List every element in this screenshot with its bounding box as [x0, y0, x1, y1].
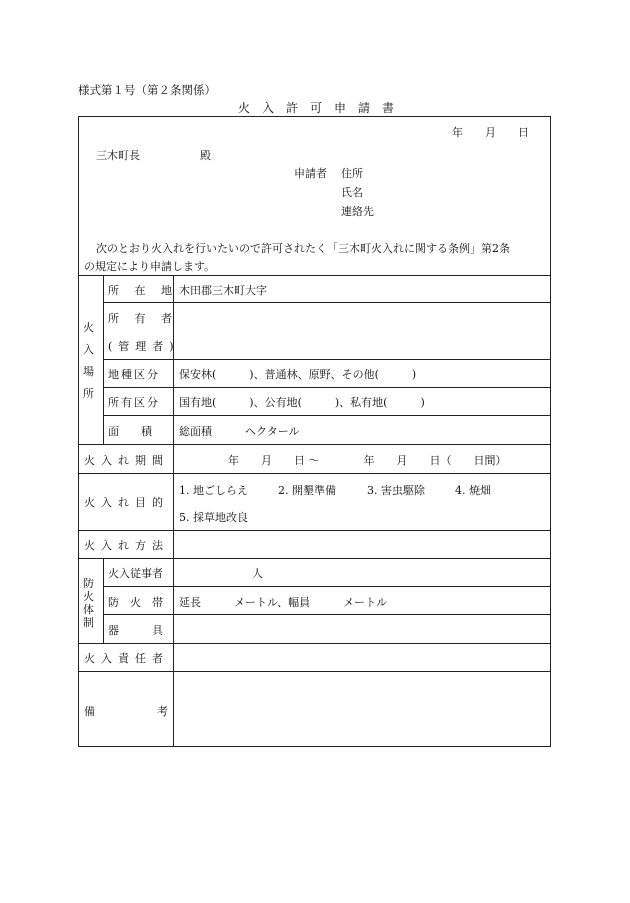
form-id: 様式第１号（第２条関係） [78, 83, 216, 97]
contact-label: 連絡先 [341, 205, 374, 218]
period-value: 年 月 日 〜 年 月 日（ 日間） [228, 454, 507, 467]
location-label: 所 在 地 [108, 284, 178, 297]
responsible-label: 火入責任者 [84, 652, 169, 665]
document-title: 火 入 許 可 申 請 書 [238, 101, 395, 115]
applicant-label: 申請者 [294, 167, 327, 180]
honorific: 殿 [200, 149, 211, 162]
place-group-char-2: 入 [83, 343, 94, 356]
rule-purpose-bottom [78, 530, 551, 531]
purpose-label: 火入れ目的 [84, 496, 169, 509]
place-group-char-3: 場 [83, 365, 94, 378]
body-line-2: の規定により申請します。 [84, 260, 216, 273]
rule-landtype-bottom [103, 387, 551, 388]
rule-place-bottom [78, 444, 551, 445]
rule-location-bottom [103, 302, 551, 303]
location-value: 木田郡三木町大字 [179, 284, 267, 297]
purpose-item-3: 3. 害虫駆除 [367, 484, 425, 497]
land-type-value: 保安林( )、普通林、原野、その他( ) [179, 368, 417, 381]
firebreak-value: 延長 メートル、幅員 メートル [179, 596, 388, 609]
owner-label: 所 有 者 [108, 312, 178, 325]
rule-ownership-bottom [103, 415, 551, 416]
area-value: 総面積 ヘクタール [179, 425, 300, 438]
remarks-label-left: 備 [84, 705, 95, 718]
method-label: 火入れ方法 [84, 539, 169, 552]
rule-workers-bottom [103, 586, 551, 587]
workers-unit: 人 [252, 567, 263, 580]
addressee: 三木町長 [96, 149, 140, 162]
purpose-item-1: 1. 地ごしらえ [179, 484, 248, 497]
name-label: 氏名 [341, 186, 363, 199]
rule-fire-prev-group [103, 558, 104, 643]
rule-responsible-bottom [78, 671, 551, 672]
rule-period-bottom [78, 473, 551, 474]
purpose-item-4: 4. 焼畑 [455, 484, 491, 497]
land-type-label: 地種区分 [108, 368, 160, 381]
ownership-value: 国有地( )、公有地( )、私有地( ) [179, 396, 425, 409]
firebreak-label: 防 火 帯 [108, 596, 163, 609]
fire-prev-char-1: 防 [83, 577, 94, 590]
place-group-char-4: 所 [83, 387, 94, 400]
rule-header-bottom [78, 275, 551, 276]
purpose-item-2: 2. 開墾準備 [278, 484, 336, 497]
fire-prev-char-4: 制 [83, 616, 94, 629]
equipment-label: 器 具 [108, 624, 163, 637]
rule-place-group [103, 275, 104, 444]
rule-method-bottom [78, 558, 551, 559]
place-group-char-1: 火 [83, 321, 94, 334]
date-line: 年 月 日 [452, 126, 529, 139]
rule-firebreak-bottom [103, 614, 551, 615]
period-label: 火入れ期間 [84, 454, 169, 467]
rule-fire-prev-bottom [78, 643, 551, 644]
body-line-1: 次のとおり火入れを行いたいので許可されたく「三木町火入れに関する条例」第2条 [96, 242, 510, 255]
ownership-label: 所有区分 [108, 396, 160, 409]
remarks-label-right: 考 [157, 705, 168, 718]
purpose-item-5: 5. 採草地改良 [179, 511, 248, 524]
area-label: 面 積 [108, 425, 152, 438]
manager-label: (管理者) [108, 340, 180, 353]
rule-owner-bottom [103, 359, 551, 360]
workers-label: 火入従事者 [108, 567, 163, 580]
fire-prev-char-2: 火 [83, 590, 94, 603]
address-label: 住所 [341, 167, 363, 180]
fire-prev-char-3: 体 [83, 603, 94, 616]
